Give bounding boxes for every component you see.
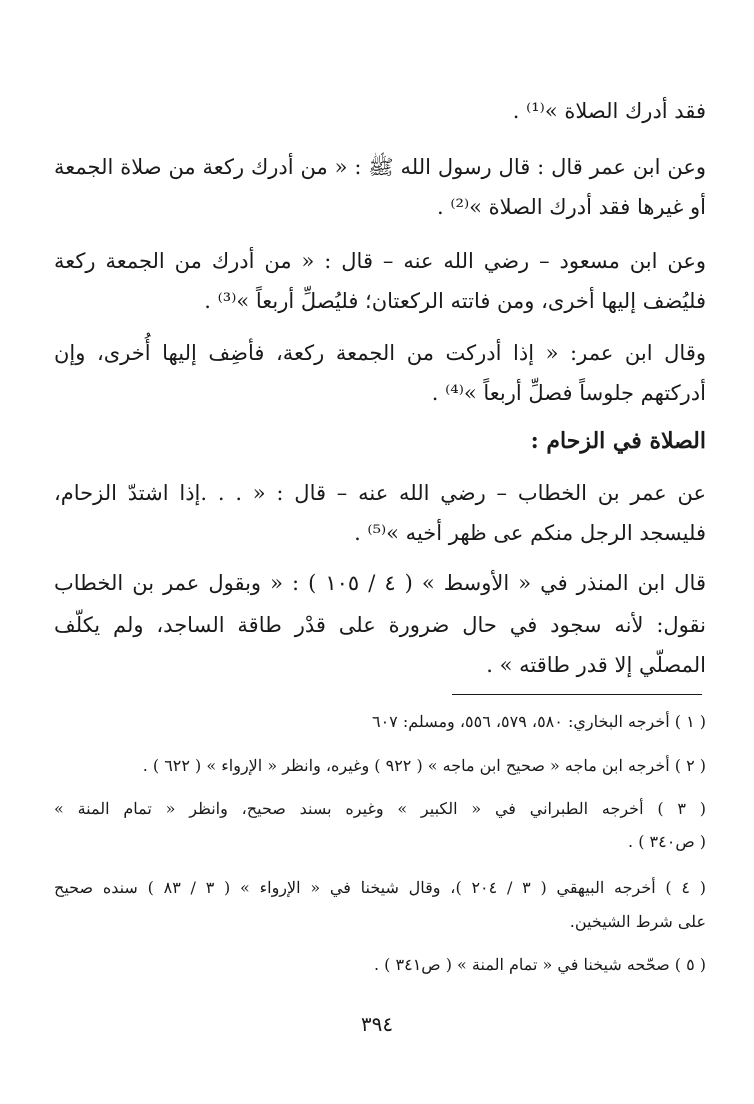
text-line: وقال ابن عمر: « إذا أدركت من الجمعة ركعة، فأضِف إليها أُخرى، وإن — [54, 341, 706, 365]
text-line: قال ابن المنذر في « الأوسط » ( ٤ / ١٠٥ ) : « وبقول عمر بن الخطاب — [54, 571, 706, 595]
footnote: على شرط الشيخين. — [569, 912, 706, 931]
footnote: ( ص٣٤٠ ) . — [628, 832, 706, 851]
text-line: أدركتهم جلوساً فصلِّ أربعاً »⁽⁴⁾ . — [431, 381, 706, 405]
text-line: فقد أدرك الصلاة »⁽¹⁾ . — [512, 99, 706, 123]
text-line: المصلّي إلا قدر طاقته » . — [486, 653, 706, 677]
footnote-separator — [452, 694, 702, 695]
page-number: ٣٩٤ — [360, 1012, 394, 1036]
footnote: ( ١ ) أخرجه البخاري: ٥٨٠، ٥٧٩، ٥٥٦، ومسلم: ٦٠٧ — [371, 712, 706, 731]
text-line: فليُضف إليها أخرى، ومن فاتته الركعتان؛ فليُصلِّ أربعاً »⁽³⁾ . — [204, 289, 706, 313]
text-line: نقول: لأنه سجود في حال ضرورة على قدْر طاقة الساجد، ولم يكلّف — [54, 613, 706, 637]
footnote: ( ٤ ) أخرجه البيهقي ( ٣ / ٢٠٤ )، وقال شيخنا في « الإرواء » ( ٣ / ٨٣ ) سنده صحيح — [54, 878, 707, 897]
footnote: ( ٣ ) أخرجه الطبراني في « الكبير » وغيره بسند صحيح، وانظر « تمام المنة » — [54, 799, 707, 818]
section-heading: الصلاة في الزحام : — [530, 428, 706, 454]
text-line: أو غيرها فقد أدرك الصلاة »⁽²⁾ . — [437, 195, 706, 219]
footnote: ( ٢ ) أخرجه ابن ماجه « صحيح ابن ماجه » ( ٩٢٢ ) وغيره، وانظر « الإرواء » ( ٦٢٢ ) . — [142, 756, 706, 775]
text-line: وعن ابن عمر قال : قال رسول الله ﷺ : « من أدرك ركعة من صلاة الجمعة — [54, 155, 706, 179]
text-line: عن عمر بن الخطاب – رضي الله عنه – قال : « . . .إذا اشتدّ الزحام، — [54, 481, 706, 505]
text-line: وعن ابن مسعود – رضي الله عنه – قال : « من أدرك من الجمعة ركعة — [54, 249, 706, 273]
text-line: فليسجد الرجل منكم عى ظهر أخيه »⁽⁵⁾ . — [354, 521, 706, 545]
footnote: ( ٥ ) صحّحه شيخنا في « تمام المنة » ( ص٣٤١ ) . — [374, 955, 706, 974]
